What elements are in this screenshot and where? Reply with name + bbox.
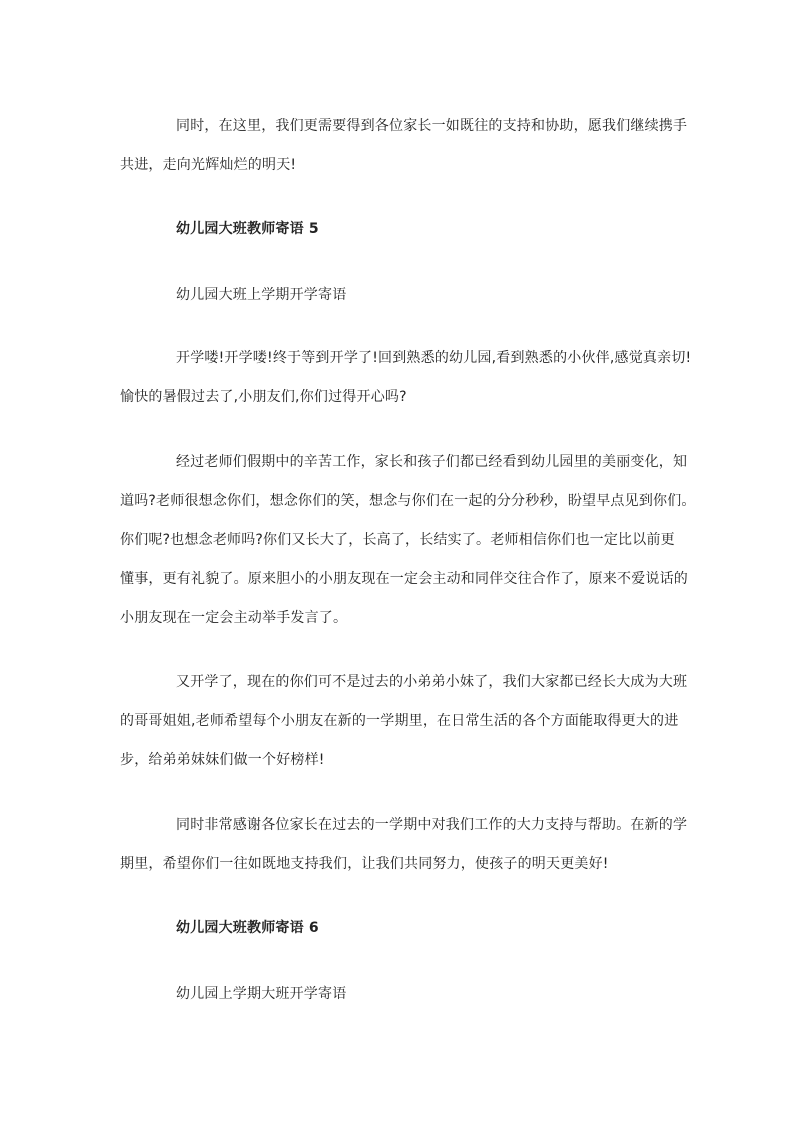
paragraph-line: 小朋友现在一定会主动举手发言了。: [120, 610, 348, 626]
subtitle-line: 幼儿园上学期大班开学寄语: [176, 986, 347, 1002]
section-heading: 幼儿园大班教师寄语 6: [176, 920, 319, 936]
paragraph-line: 同时，在这里，我们更需要得到各位家长一如既往的支持和协助，愿我们继续携手: [176, 118, 688, 134]
paragraph-line: 共进，走向光辉灿烂的明天!: [120, 157, 297, 173]
paragraph-line: 期里，希望你们一往如既地支持我们，让我们共同努力，使孩子的明天更美好!: [120, 856, 609, 872]
paragraph-line: 又开学了，现在的你们可不是过去的小弟弟小妹了，我们大家都已经长大成为大班: [176, 674, 688, 690]
paragraph-line: 道吗?老师很想念你们，想念你们的笑，想念与你们在一起的分分秒秒，盼望早点见到你们。: [120, 493, 696, 509]
subtitle-line: 幼儿园大班上学期开学寄语: [176, 287, 347, 303]
paragraph-line: 的哥哥姐姐,老师希望每个小朋友在新的一学期里，在日常生活的各个方面能取得更大的进: [120, 713, 679, 729]
paragraph-line: 步，给弟弟妹妹们做一个好榜样!: [120, 752, 325, 768]
paragraph-line: 你们呢?也想念老师吗?你们又长大了，长高了，长结实了。老师相信你们也一定比以前更: [120, 532, 675, 548]
paragraph-line: 同时非常感谢各位家长在过去的一学期中对我们工作的大力支持与帮助。在新的学: [176, 817, 688, 833]
section-heading: 幼儿园大班教师寄语 5: [176, 221, 319, 237]
paragraph-line: 开学喽!开学喽!终于等到开学了!回到熟悉的幼儿园,看到熟悉的小伙伴,感觉真亲切!: [176, 350, 692, 366]
paragraph-line: 懂事，更有礼貌了。原来胆小的小朋友现在一定会主动和同伴交往合作了，原来不爱说话的: [120, 571, 688, 587]
paragraph-line: 经过老师们假期中的辛苦工作，家长和孩子们都已经看到幼儿园里的美丽变化，知: [176, 454, 688, 470]
paragraph-line: 愉快的暑假过去了,小朋友们,你们过得开心吗?: [120, 389, 407, 405]
